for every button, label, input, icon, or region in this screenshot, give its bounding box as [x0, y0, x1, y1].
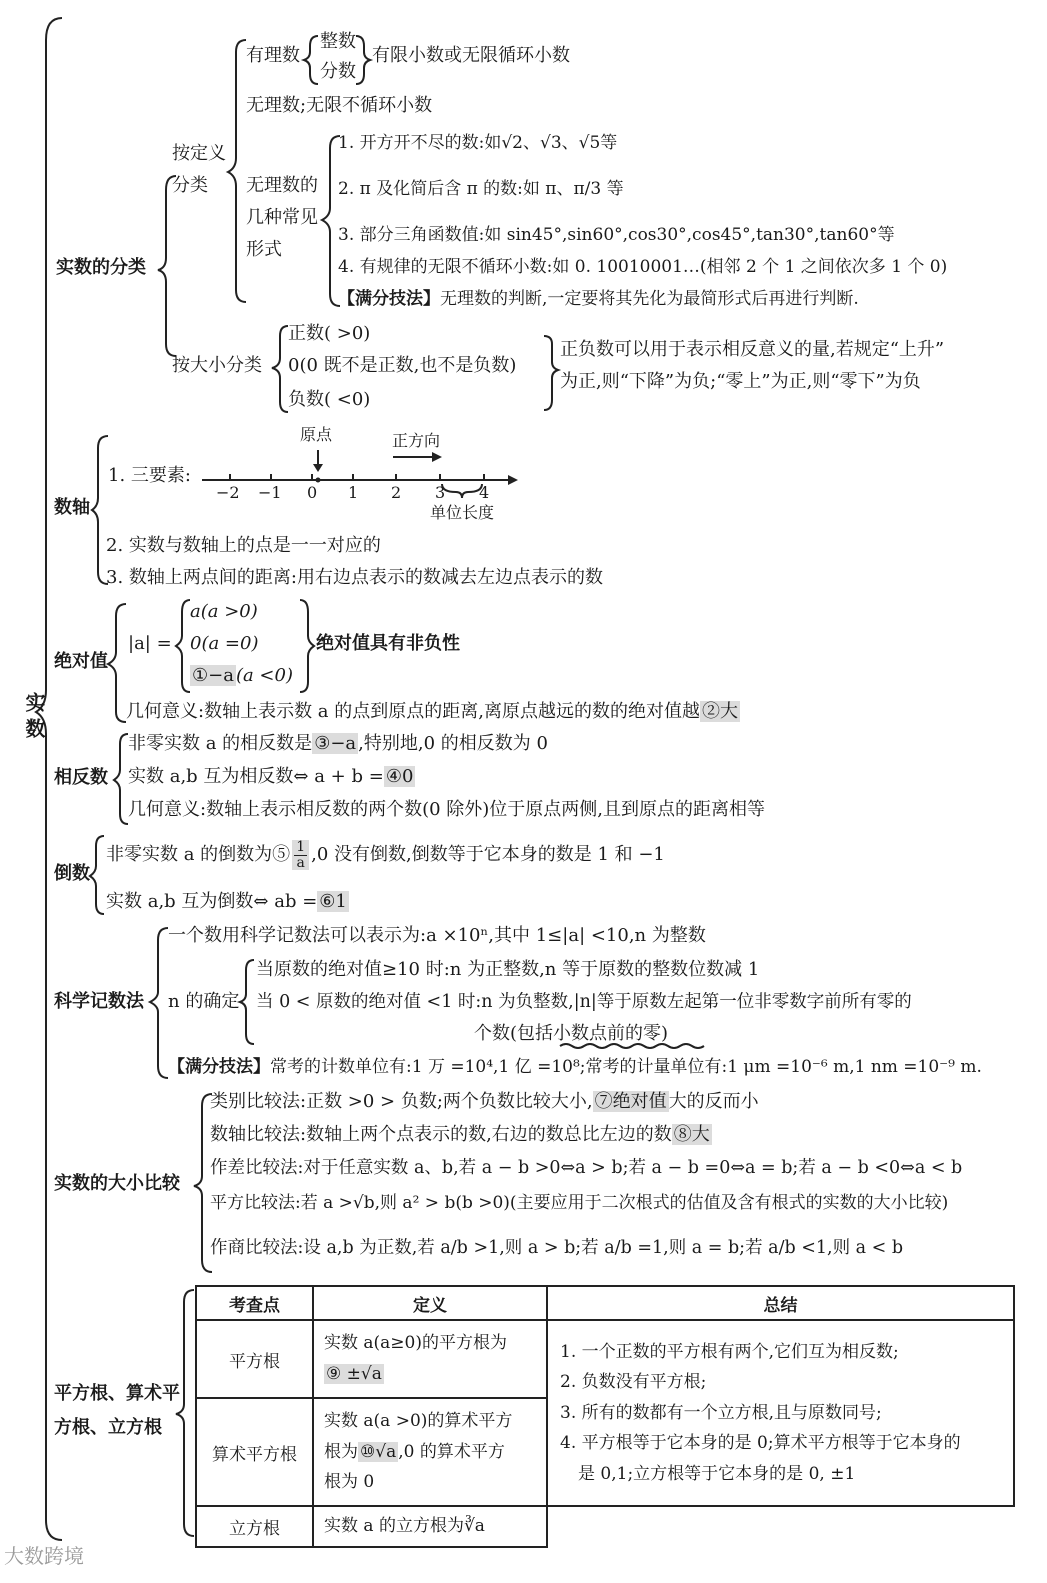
rational-label: 有理数	[246, 45, 300, 66]
reciprocal-line-1-pre: 非零实数 a 的倒数为⑤	[106, 844, 291, 866]
arithmetic-root-def-3: 根为 0	[324, 1472, 375, 1493]
reciprocal-line-2-pre: 实数 a,b 互为倒数⇔ ab =	[106, 891, 318, 912]
summary-item: 是 0,1;立方根等于它本身的是 0, ±1	[578, 1463, 856, 1484]
sci-title: 科学记数法	[54, 991, 144, 1012]
arithmetic-root-def-1: 实数 a(a >0)的算术平方	[324, 1411, 513, 1432]
watermark: 大数跨境	[4, 1544, 84, 1568]
square-root-def-text: 实数 a(a≥0)的平方根为	[324, 1333, 507, 1354]
tick-label: −2	[216, 483, 240, 502]
sci-case-2: 当 0 < 原数的绝对值 <1 时:n 为负整数,|n|等于原数左起第一位非零数字前所有零的	[256, 992, 912, 1012]
absolute-geometry-text: 几何意义:数轴上表示数 a 的点到原点的距离,离原点越远的数的绝对值越	[126, 701, 700, 722]
positive-label: 正数( >0)	[288, 323, 371, 344]
empty-cell	[547, 1506, 1014, 1547]
tip-label: 【满分技法】	[168, 1057, 270, 1077]
origin-label: 原点	[300, 425, 333, 444]
by-definition-label: 按定义	[172, 143, 226, 164]
compare-method-3: 作差比较法:对于任意实数 a、b,若 a − b >0⇔a > b;若 a − b =0⇔a = b;若 a − b <0⇔a < b	[210, 1158, 963, 1178]
opposite-title: 相反数	[54, 767, 108, 788]
compare-method-1-pre: 类别比较法:正数 >0 > 负数;两个负数比较大小,	[210, 1091, 593, 1112]
absolute-property: 绝对值具有非负性	[316, 633, 460, 654]
fractions-label: 分数	[320, 61, 356, 82]
compare-method-2	[210, 1125, 712, 1146]
tick-label: −1	[258, 483, 282, 502]
classification-tip	[338, 290, 859, 310]
reciprocal-line-1-post: ,0 没有倒数,倒数等于它本身的数是 1 和 −1	[311, 844, 665, 866]
rational-desc: 有限小数或无限循环小数	[372, 45, 570, 66]
roots-title-2: 方根、立方根	[54, 1417, 162, 1438]
answer-7: ⑦绝对值	[594, 1091, 667, 1112]
sci-line-1: 一个数用科学记数法可以表示为:a ×10ⁿ,其中 1≤|a| <10,n 为整数	[168, 925, 706, 946]
arithmetic-root-def-2-post: ,0 的算术平方	[398, 1441, 505, 1462]
compare-title: 实数的大小比较	[54, 1173, 180, 1194]
roots-table	[195, 1285, 1015, 1548]
arithmetic-root-def-2-pre: 根为	[324, 1441, 358, 1462]
tick-label: 0	[307, 483, 318, 502]
irrational-form-4: 4. 有规律的无限不循环小数:如 0. 10010001…(相邻 2 个 1 之间依次多 1 个 0)	[338, 257, 948, 277]
irrational-forms-1: 无理数的	[246, 175, 318, 196]
classification-title: 实数的分类	[56, 257, 146, 278]
absolute-title: 绝对值	[54, 651, 108, 672]
compare-method-5: 作商比较法:设 a,b 为正数,若 a/b >1,则 a > b;若 a/b =1,则 a = b;若 a/b <1,则 a < b	[210, 1238, 904, 1258]
irrational-form-1: 1. 开方开不尽的数:如√2、√3、√5等	[338, 133, 618, 153]
number-line-item-2: 2. 实数与数轴上的点是一一对应的	[106, 535, 381, 556]
tip-label: 【满分技法】	[338, 289, 440, 309]
direction-label: 正方向	[392, 431, 441, 450]
zero-label: 0(0 既不是正数,也不是负数)	[288, 355, 517, 376]
irrational-def: 无理数;无限不循环小数	[246, 95, 433, 116]
tick-label: 4	[479, 483, 490, 502]
number-line-item-3: 3. 数轴上两点间的距离:用右边点表示的数减去左边点表示的数	[106, 567, 603, 588]
opposite-line-3: 几何意义:数轴上表示相反数的两个数(0 除外)位于原点两侧,且到原点的距离相等	[128, 799, 766, 820]
irrational-form-3: 3. 部分三角函数值:如 sin45°,sin60°,cos30°,cos45°,tan30°,tan60°等	[338, 225, 895, 245]
answer-10: ⑩√a	[360, 1441, 397, 1462]
irrational-forms-3: 形式	[246, 239, 282, 260]
by-definition-label2: 分类	[172, 175, 208, 196]
opposite-line-1-pre: 非零实数 a 的相反数是	[128, 733, 313, 754]
arithmetic-root-def	[313, 1398, 547, 1506]
summary-item: 4. 平方根等于它本身的是 0;算术平方根等于它本身的	[560, 1433, 961, 1454]
roots-title-1: 平方根、算术平	[54, 1383, 180, 1404]
absolute-case-2: 0(a =0)	[190, 633, 259, 654]
irrational-form-2: 2. π 及化简后含 π 的数:如 π、π/3 等	[338, 179, 624, 199]
opposite-line-2	[128, 767, 415, 788]
reciprocal-line-1	[106, 840, 665, 870]
compare-method-2-pre: 数轴比较法:数轴上两个点表示的数,右边的数总比左边的数	[210, 1124, 672, 1145]
answer-6: ⑥1	[319, 891, 347, 912]
root-title: 实数	[22, 692, 46, 744]
compare-method-1-post: 大的反而小	[668, 1091, 759, 1112]
summary-cell	[547, 1320, 1014, 1506]
arithmetic-root-name: 算术平方根	[196, 1398, 313, 1506]
fraction-denominator: a	[296, 854, 305, 871]
opposite-line-1-post: ,特别地,0 的相反数为 0	[358, 733, 548, 754]
three-elements: 1. 三要素:	[108, 465, 191, 486]
answer-2: ②大	[701, 701, 738, 722]
number-line-title: 数轴	[54, 497, 90, 518]
tip-text: 无理数的判断,一定要将其先化为最简形式后再进行判断.	[440, 289, 859, 309]
tick-label: 3	[435, 483, 446, 502]
header-cell: 总结	[547, 1286, 1014, 1320]
absolute-case-3	[190, 666, 293, 687]
opposite-line-2-pre: 实数 a,b 互为相反数⇔ a + b =	[128, 766, 384, 787]
fraction-numerator: 1	[296, 839, 306, 855]
header-cell: 定义	[313, 1286, 547, 1320]
answer-9: ⑨ ±√a	[326, 1364, 382, 1384]
answer-1: ①−a	[192, 665, 234, 686]
absolute-lhs: |a| =	[128, 633, 172, 654]
cube-root-name: 立方根	[196, 1506, 313, 1547]
summary-item: 1. 一个正数的平方根有两个,它们互为相反数;	[560, 1341, 899, 1362]
negative-label: 负数( <0)	[288, 389, 371, 410]
sci-case-2b: 个数(包括小数点前的零)	[474, 1023, 669, 1044]
irrational-forms-2: 几种常见	[246, 207, 318, 228]
size-note-2: 为正,则“下降”为负;“零上”为正,则“零下”为负	[560, 371, 921, 392]
sci-tip	[168, 1058, 982, 1078]
absolute-case-1: a(a >0)	[190, 601, 258, 622]
by-size-label: 按大小分类	[172, 355, 262, 376]
square-root-name: 平方根	[196, 1320, 313, 1398]
unit-label: 单位长度	[430, 503, 495, 522]
arithmetic-root-def-2	[324, 1437, 536, 1468]
absolute-case-3-cond: (a <0)	[235, 665, 293, 686]
answer-5-fraction	[292, 840, 309, 870]
size-note-1: 正负数可以用于表示相反意义的量,若规定“上升”	[560, 339, 945, 360]
integers-label: 整数	[320, 31, 356, 52]
cube-root-def: 实数 a 的立方根为∛a	[313, 1506, 547, 1547]
tip-text: 常考的计数单位有:1 万 =10⁴,1 亿 =10⁸;常考的计量单位有:1 μm =10⁻⁶ m,1 nm =10⁻⁹ m.	[270, 1057, 982, 1077]
tick-label: 1	[348, 483, 359, 502]
tick-label: 2	[391, 483, 402, 502]
compare-method-4: 平方比较法:若 a >√b,则 a² > b(b >0)(主要应用于二次根式的估值及含有根式的实数的大小比较)	[210, 1193, 949, 1213]
absolute-geometry	[126, 702, 740, 723]
opposite-line-1	[128, 734, 548, 755]
reciprocal-line-2	[106, 892, 349, 913]
sci-n-label: n 的确定	[168, 991, 240, 1012]
sci-case-1: 当原数的绝对值≥10 时:n 为正整数,n 等于原数的整数位数减 1	[256, 959, 760, 980]
answer-4: ④0	[385, 766, 414, 787]
square-root-def	[313, 1320, 547, 1398]
answer-3: ③−a	[314, 733, 357, 754]
summary-item: 3. 所有的数都有一个立方根,且与原数同号;	[560, 1402, 882, 1423]
compare-method-1	[210, 1092, 759, 1113]
header-cell: 考查点	[196, 1286, 313, 1320]
summary-item: 2. 负数没有平方根;	[560, 1372, 707, 1393]
reciprocal-title: 倒数	[54, 863, 90, 884]
answer-8: ⑧大	[673, 1124, 710, 1145]
